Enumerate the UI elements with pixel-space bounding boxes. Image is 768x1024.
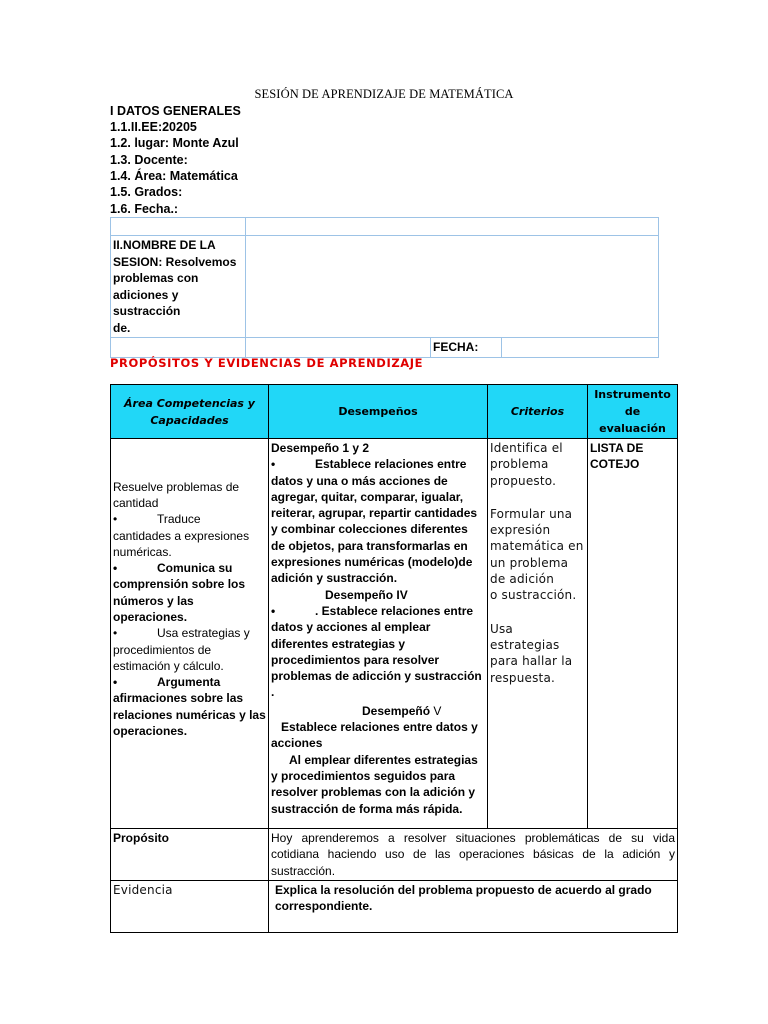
desempenos-cell <box>269 439 488 829</box>
criterios-cell <box>488 439 588 829</box>
area-intro: Resuelve problemas de cantidad <box>113 479 240 510</box>
header-instr-line: Instrumento <box>594 388 671 401</box>
header-area-line: Área Competencias y <box>124 396 255 410</box>
instrumento-cell: LISTA DE COTEJO <box>588 439 678 829</box>
general-line-area: 1.4. Área: Matemática <box>110 169 238 183</box>
proposito-text: Hoy aprenderemos a resolver situaciones problemáticas de su vida cotidiana haciendo uso de las operaciones básicas de la adición y sustracción. <box>269 829 678 881</box>
d12-body <box>271 456 485 586</box>
d4-title: Desempeño IV <box>325 587 408 602</box>
bullet-head: Usa estrategias y <box>157 626 250 641</box>
d12-rest: datos y una o más acciones de agregar, quitar, comparar, igualar, reiterar, agrupar, repartir cantidades y combinar colecciones diferentes de objetos, para transformarlas en expresiones numéricas (modelo)de adición y sustracción. <box>271 473 478 586</box>
bullet-dot: • <box>113 626 118 641</box>
bullet-rest: cantidades a expresiones numéricas. <box>113 528 250 559</box>
d5-line: acciones <box>271 736 323 751</box>
criterio-2-end: o sustracción. <box>490 588 577 603</box>
bullet-rest: procedimientos de estimación y cálculo. <box>113 642 224 673</box>
criterio-2: Formular una expresión matemática en un problema de adición <box>490 506 584 587</box>
evidencia-label: Evidencia <box>111 881 269 933</box>
learning-table-header <box>111 385 678 439</box>
session-name-line: de. <box>113 320 131 335</box>
header-instr-line: de <box>624 405 641 418</box>
bullet-dot: • <box>271 603 276 618</box>
d5-line: Establece relaciones entre datos y <box>281 720 478 735</box>
header-desempenos: Desempeños <box>269 385 488 439</box>
area-bullet <box>113 674 266 739</box>
bullet-rest: afirmaciones sobre las relaciones numéricas y las operaciones. <box>113 691 266 739</box>
session-name-line: problemas con <box>113 271 199 285</box>
session-name-line: SESION: Resolvemos <box>113 254 237 269</box>
bullet-head: Traduce <box>157 512 201 527</box>
learning-main-row <box>111 439 678 829</box>
empty-cell <box>246 218 659 236</box>
area-cell <box>111 439 269 829</box>
empty-cell <box>246 338 431 358</box>
general-line-grades: 1.5. Grados: <box>110 185 183 199</box>
bullet-dot: • <box>113 675 118 690</box>
document-title: SESIÓN DE APRENDIZAJE DE MATEMÁTICA <box>254 87 514 101</box>
header-instrumento <box>588 385 678 439</box>
general-line-place: 1.2. lugar: Monte Azul <box>110 136 239 150</box>
bullet-head: Argumenta <box>157 675 221 690</box>
general-line-school: 1.1.II.EE:20205 <box>110 120 197 134</box>
bullet-head: Comunica su <box>157 561 233 576</box>
session-name-line: adiciones y sustracción <box>113 287 181 318</box>
session-date-row <box>111 338 659 358</box>
area-bullet <box>113 560 266 625</box>
d4-rest: datos y acciones al emplear diferentes estrategias y procedimientos para resolver problemas de adicción y sustracción . <box>271 620 482 700</box>
bullet-dot: • <box>113 512 118 527</box>
session-name-cell <box>111 236 246 338</box>
session-table-empty-row <box>111 218 659 236</box>
session-name-row <box>111 236 659 338</box>
d5-rest: y procedimientos seguidos para resolver problemas con la adición y sustracción de forma más rápida. <box>271 768 476 816</box>
d5-title-a: Desempeñó <box>362 703 431 718</box>
fecha-label: FECHA: <box>431 338 502 358</box>
session-table <box>110 217 659 358</box>
bullet-dot: • <box>271 457 276 472</box>
purposes-heading: PROPÓSITOS Y EVIDENCIAS DE APRENDIZAJE <box>110 356 424 370</box>
d4-head: . Establece relaciones entre <box>315 603 474 618</box>
header-area <box>111 385 269 439</box>
proposito-label: Propósito <box>111 829 269 881</box>
session-name-line: II.NOMBRE DE LA <box>113 238 216 252</box>
general-line-date: 1.6. Fecha.: <box>110 202 179 216</box>
proposito-row <box>111 829 678 881</box>
fecha-value-cell <box>502 338 659 358</box>
header-area-line: Capacidades <box>150 413 229 427</box>
criterio-1: Identifica el problema propuesto. <box>490 441 563 488</box>
criterio-3: Usa estrategias para hallar la respuesta. <box>490 621 573 685</box>
empty-cell <box>246 236 659 338</box>
area-bullet <box>113 625 266 674</box>
area-bullet <box>113 511 266 560</box>
d12-head: Establece relaciones entre <box>315 457 467 472</box>
evidencia-text: Explica la resolución del problema propuesto de acuerdo al grado correspondiente. <box>269 881 678 933</box>
evidencia-row <box>111 881 678 933</box>
bullet-dot: • <box>113 561 118 576</box>
d4-body <box>271 603 485 701</box>
empty-cell <box>111 218 246 236</box>
d5-line: Al emplear diferentes estrategias <box>289 752 478 767</box>
learning-table <box>110 384 678 933</box>
empty-cell <box>111 338 246 358</box>
general-data-heading: I DATOS GENERALES <box>110 104 241 118</box>
header-criterios: Criterios <box>488 385 588 439</box>
d12-title: Desempeño 1 y 2 <box>271 441 370 455</box>
bullet-rest: comprensión sobre los números y las operaciones. <box>113 577 246 624</box>
d5-title <box>271 703 485 719</box>
d5-title-b: V <box>433 703 442 718</box>
header-instr-line: evaluación <box>599 422 666 435</box>
general-line-teacher: 1.3. Docente: <box>110 153 188 167</box>
